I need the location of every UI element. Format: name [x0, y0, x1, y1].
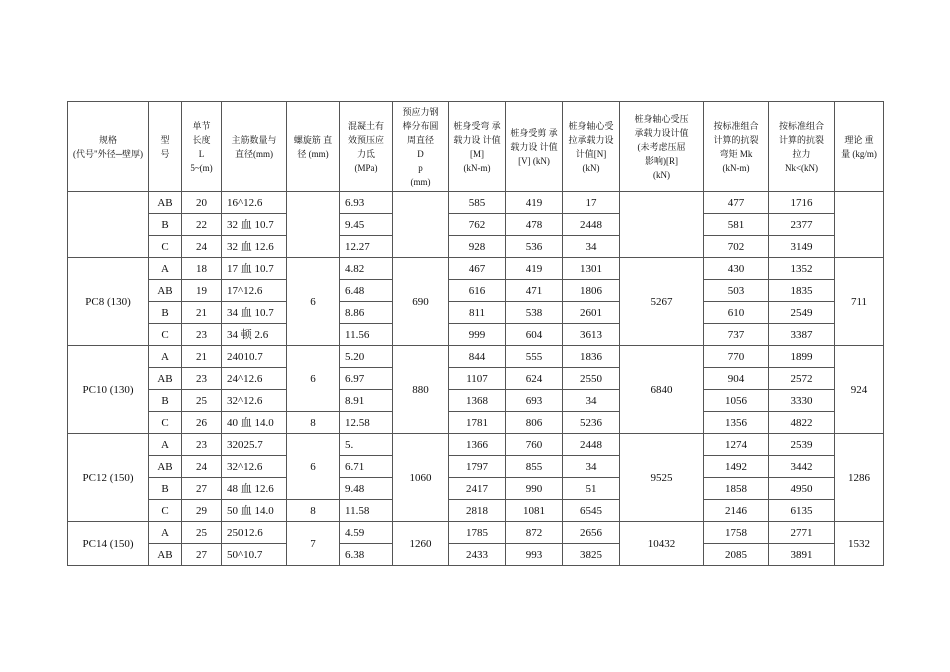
crack-tension-cell: 2377	[769, 214, 835, 236]
bending-capacity-cell: 2818	[449, 500, 506, 522]
crack-tension-cell: 3149	[769, 236, 835, 258]
compression-capacity-cell: 9525	[620, 434, 704, 522]
type-cell: C	[149, 236, 182, 258]
header-spiral: 螺旋筋 直 径 (mm)	[287, 102, 340, 192]
crack-tension-cell: 1352	[769, 258, 835, 280]
prestress-cell: 6.93	[340, 192, 393, 214]
weight-cell: 1532	[835, 522, 884, 566]
bar-circle-diameter-cell: 1060	[393, 434, 449, 522]
crack-moment-cell: 1758	[704, 522, 769, 544]
type-cell: A	[149, 522, 182, 544]
bending-capacity-cell: 467	[449, 258, 506, 280]
rebar-cell: 17^12.6	[222, 280, 287, 302]
bending-capacity-cell: 762	[449, 214, 506, 236]
spiral-cell	[287, 192, 340, 258]
table-header-row	[68, 102, 884, 192]
crack-moment-cell: 477	[704, 192, 769, 214]
bar-circle-diameter-cell: 880	[393, 346, 449, 434]
rebar-cell: 32025.7	[222, 434, 287, 456]
tension-capacity-cell: 2550	[563, 368, 620, 390]
type-cell: C	[149, 412, 182, 434]
compression-capacity-cell: 5267	[620, 258, 704, 346]
shear-capacity-cell: 555	[506, 346, 563, 368]
table-row	[68, 412, 884, 434]
crack-tension-cell: 2539	[769, 434, 835, 456]
compression-capacity-cell: 10432	[620, 522, 704, 566]
table-row	[68, 434, 884, 456]
crack-moment-cell: 2146	[704, 500, 769, 522]
shear-capacity-cell: 604	[506, 324, 563, 346]
length-cell: 24	[182, 236, 222, 258]
header-shear-capacity: 桩身受剪 承 载力设 计值 [V] (kN)	[506, 102, 563, 192]
bending-capacity-cell: 844	[449, 346, 506, 368]
rebar-cell: 17 血 10.7	[222, 258, 287, 280]
shear-capacity-cell: 419	[506, 192, 563, 214]
table-row	[68, 258, 884, 280]
length-cell: 22	[182, 214, 222, 236]
tension-capacity-cell: 3825	[563, 544, 620, 566]
bending-capacity-cell: 811	[449, 302, 506, 324]
bending-capacity-cell: 1368	[449, 390, 506, 412]
prestress-cell: 5.20	[340, 346, 393, 368]
prestress-cell: 12.58	[340, 412, 393, 434]
length-cell: 23	[182, 434, 222, 456]
spiral-cell: 6	[287, 346, 340, 412]
header-spec: 规格 (代号"外径─壁厚)	[68, 102, 149, 192]
type-cell: AB	[149, 544, 182, 566]
spec-cell: PC8 (130)	[68, 258, 149, 346]
crack-moment-cell: 904	[704, 368, 769, 390]
crack-tension-cell: 1716	[769, 192, 835, 214]
crack-tension-cell: 3387	[769, 324, 835, 346]
bending-capacity-cell: 1797	[449, 456, 506, 478]
pile-spec-table	[67, 101, 884, 566]
type-cell: B	[149, 214, 182, 236]
crack-moment-cell: 581	[704, 214, 769, 236]
rebar-cell: 34 血 10.7	[222, 302, 287, 324]
tension-capacity-cell: 1836	[563, 346, 620, 368]
bar-circle-diameter-cell: 1260	[393, 522, 449, 566]
weight-cell: 924	[835, 346, 884, 434]
header-type: 型 号	[149, 102, 182, 192]
crack-tension-cell: 2771	[769, 522, 835, 544]
bending-capacity-cell: 928	[449, 236, 506, 258]
tension-capacity-cell: 34	[563, 236, 620, 258]
prestress-cell: 4.82	[340, 258, 393, 280]
shear-capacity-cell: 855	[506, 456, 563, 478]
weight-cell	[835, 192, 884, 258]
header-bar-circle-diameter: 预应力钢 棒分布圆 周直径 D p (mm)	[393, 102, 449, 192]
shear-capacity-cell: 624	[506, 368, 563, 390]
compression-capacity-cell: 6840	[620, 346, 704, 434]
header-bending-capacity: 桩身受弯 承 载力设 计值 [M] (kN-m)	[449, 102, 506, 192]
tension-capacity-cell: 1806	[563, 280, 620, 302]
table-row	[68, 192, 884, 214]
prestress-cell: 12.27	[340, 236, 393, 258]
shear-capacity-cell: 760	[506, 434, 563, 456]
tension-capacity-cell: 6545	[563, 500, 620, 522]
header-compression-capacity: 桩身轴心受压 承载力设计值 (未考虑压屈 影响)[R] (kN)	[620, 102, 704, 192]
shear-capacity-cell: 478	[506, 214, 563, 236]
crack-tension-cell: 3330	[769, 390, 835, 412]
type-cell: A	[149, 434, 182, 456]
length-cell: 29	[182, 500, 222, 522]
prestress-cell: 6.38	[340, 544, 393, 566]
type-cell: AB	[149, 456, 182, 478]
prestress-cell: 6.48	[340, 280, 393, 302]
spec-cell: PC10 (130)	[68, 346, 149, 434]
crack-moment-cell: 2085	[704, 544, 769, 566]
length-cell: 25	[182, 522, 222, 544]
header-tension-capacity: 桩身轴心受 拉承载力设 计值[N] (kN)	[563, 102, 620, 192]
prestress-cell: 4.59	[340, 522, 393, 544]
tension-capacity-cell: 51	[563, 478, 620, 500]
crack-tension-cell: 3442	[769, 456, 835, 478]
bending-capacity-cell: 1785	[449, 522, 506, 544]
length-cell: 18	[182, 258, 222, 280]
spiral-cell: 8	[287, 412, 340, 434]
spiral-cell: 7	[287, 522, 340, 566]
header-crack-tension: 按标准组合 计算的抗裂 拉力 Nk<(kN)	[769, 102, 835, 192]
header-rebar: 主筋数量与 直径(mm)	[222, 102, 287, 192]
rebar-cell: 50^10.7	[222, 544, 287, 566]
tension-capacity-cell: 2656	[563, 522, 620, 544]
rebar-cell: 25012.6	[222, 522, 287, 544]
shear-capacity-cell: 806	[506, 412, 563, 434]
crack-tension-cell: 2549	[769, 302, 835, 324]
rebar-cell: 24010.7	[222, 346, 287, 368]
prestress-cell: 5.	[340, 434, 393, 456]
tension-capacity-cell: 2448	[563, 434, 620, 456]
type-cell: A	[149, 258, 182, 280]
length-cell: 26	[182, 412, 222, 434]
rebar-cell: 34 顿 2.6	[222, 324, 287, 346]
prestress-cell: 11.58	[340, 500, 393, 522]
crack-tension-cell: 1899	[769, 346, 835, 368]
length-cell: 24	[182, 456, 222, 478]
prestress-cell: 9.45	[340, 214, 393, 236]
rebar-cell: 16^12.6	[222, 192, 287, 214]
length-cell: 21	[182, 346, 222, 368]
length-cell: 21	[182, 302, 222, 324]
type-cell: AB	[149, 280, 182, 302]
table-row	[68, 390, 884, 412]
rebar-cell: 32^12.6	[222, 390, 287, 412]
prestress-cell: 9.48	[340, 478, 393, 500]
crack-moment-cell: 737	[704, 324, 769, 346]
crack-moment-cell: 1356	[704, 412, 769, 434]
crack-moment-cell: 1858	[704, 478, 769, 500]
type-cell: AB	[149, 368, 182, 390]
weight-cell: 711	[835, 258, 884, 346]
header-weight: 理论 重 量 (kg/m)	[835, 102, 884, 192]
bending-capacity-cell: 2433	[449, 544, 506, 566]
type-cell: A	[149, 346, 182, 368]
bending-capacity-cell: 616	[449, 280, 506, 302]
prestress-cell: 8.86	[340, 302, 393, 324]
tension-capacity-cell: 34	[563, 456, 620, 478]
tension-capacity-cell: 2448	[563, 214, 620, 236]
crack-moment-cell: 1056	[704, 390, 769, 412]
crack-tension-cell: 1835	[769, 280, 835, 302]
table-row	[68, 478, 884, 500]
bending-capacity-cell: 585	[449, 192, 506, 214]
table-row	[68, 236, 884, 258]
rebar-cell: 24^12.6	[222, 368, 287, 390]
bar-circle-diameter-cell: 690	[393, 258, 449, 346]
crack-moment-cell: 702	[704, 236, 769, 258]
tension-capacity-cell: 2601	[563, 302, 620, 324]
length-cell: 19	[182, 280, 222, 302]
spec-cell	[68, 192, 149, 258]
table-row	[68, 302, 884, 324]
crack-moment-cell: 503	[704, 280, 769, 302]
shear-capacity-cell: 419	[506, 258, 563, 280]
length-cell: 27	[182, 544, 222, 566]
shear-capacity-cell: 990	[506, 478, 563, 500]
rebar-cell: 32^12.6	[222, 456, 287, 478]
length-cell: 23	[182, 324, 222, 346]
type-cell: C	[149, 324, 182, 346]
type-cell: B	[149, 478, 182, 500]
spiral-cell: 8	[287, 500, 340, 522]
crack-moment-cell: 770	[704, 346, 769, 368]
table-row	[68, 214, 884, 236]
bending-capacity-cell: 1781	[449, 412, 506, 434]
table-body	[68, 192, 884, 566]
bending-capacity-cell: 2417	[449, 478, 506, 500]
table-row	[68, 346, 884, 368]
crack-tension-cell: 6135	[769, 500, 835, 522]
table-row	[68, 368, 884, 390]
weight-cell: 1286	[835, 434, 884, 522]
shear-capacity-cell: 536	[506, 236, 563, 258]
crack-moment-cell: 1492	[704, 456, 769, 478]
tension-capacity-cell: 1301	[563, 258, 620, 280]
header-crack-moment: 按标准组合 计算的抗裂 弯矩 Mk (kN-m)	[704, 102, 769, 192]
shear-capacity-cell: 693	[506, 390, 563, 412]
table-row	[68, 544, 884, 566]
table-row	[68, 500, 884, 522]
tension-capacity-cell: 3613	[563, 324, 620, 346]
prestress-cell: 6.71	[340, 456, 393, 478]
rebar-cell: 40 血 14.0	[222, 412, 287, 434]
table-row	[68, 280, 884, 302]
crack-tension-cell: 4950	[769, 478, 835, 500]
prestress-cell: 11.56	[340, 324, 393, 346]
crack-moment-cell: 1274	[704, 434, 769, 456]
rebar-cell: 32 血 10.7	[222, 214, 287, 236]
tension-capacity-cell: 5236	[563, 412, 620, 434]
crack-moment-cell: 610	[704, 302, 769, 324]
crack-moment-cell: 430	[704, 258, 769, 280]
length-cell: 25	[182, 390, 222, 412]
bending-capacity-cell: 999	[449, 324, 506, 346]
bending-capacity-cell: 1366	[449, 434, 506, 456]
shear-capacity-cell: 538	[506, 302, 563, 324]
spec-cell: PC14 (150)	[68, 522, 149, 566]
header-prestress: 混凝土有 效预压应 力氐 (MPa)	[340, 102, 393, 192]
shear-capacity-cell: 993	[506, 544, 563, 566]
crack-tension-cell: 2572	[769, 368, 835, 390]
shear-capacity-cell: 471	[506, 280, 563, 302]
table-row	[68, 522, 884, 544]
length-cell: 20	[182, 192, 222, 214]
length-cell: 23	[182, 368, 222, 390]
type-cell: B	[149, 302, 182, 324]
crack-tension-cell: 4822	[769, 412, 835, 434]
length-cell: 27	[182, 478, 222, 500]
rebar-cell: 50 血 14.0	[222, 500, 287, 522]
spec-cell: PC12 (150)	[68, 434, 149, 522]
type-cell: C	[149, 500, 182, 522]
spiral-cell: 6	[287, 258, 340, 346]
table-row	[68, 456, 884, 478]
prestress-cell: 8.91	[340, 390, 393, 412]
table-row	[68, 324, 884, 346]
shear-capacity-cell: 1081	[506, 500, 563, 522]
spiral-cell: 6	[287, 434, 340, 500]
crack-tension-cell: 3891	[769, 544, 835, 566]
bar-circle-diameter-cell	[393, 192, 449, 258]
rebar-cell: 48 血 12.6	[222, 478, 287, 500]
type-cell: AB	[149, 192, 182, 214]
header-length: 单节 长度 L 5~(m)	[182, 102, 222, 192]
type-cell: B	[149, 390, 182, 412]
tension-capacity-cell: 17	[563, 192, 620, 214]
prestress-cell: 6.97	[340, 368, 393, 390]
compression-capacity-cell	[620, 192, 704, 258]
rebar-cell: 32 血 12.6	[222, 236, 287, 258]
shear-capacity-cell: 872	[506, 522, 563, 544]
bending-capacity-cell: 1107	[449, 368, 506, 390]
tension-capacity-cell: 34	[563, 390, 620, 412]
